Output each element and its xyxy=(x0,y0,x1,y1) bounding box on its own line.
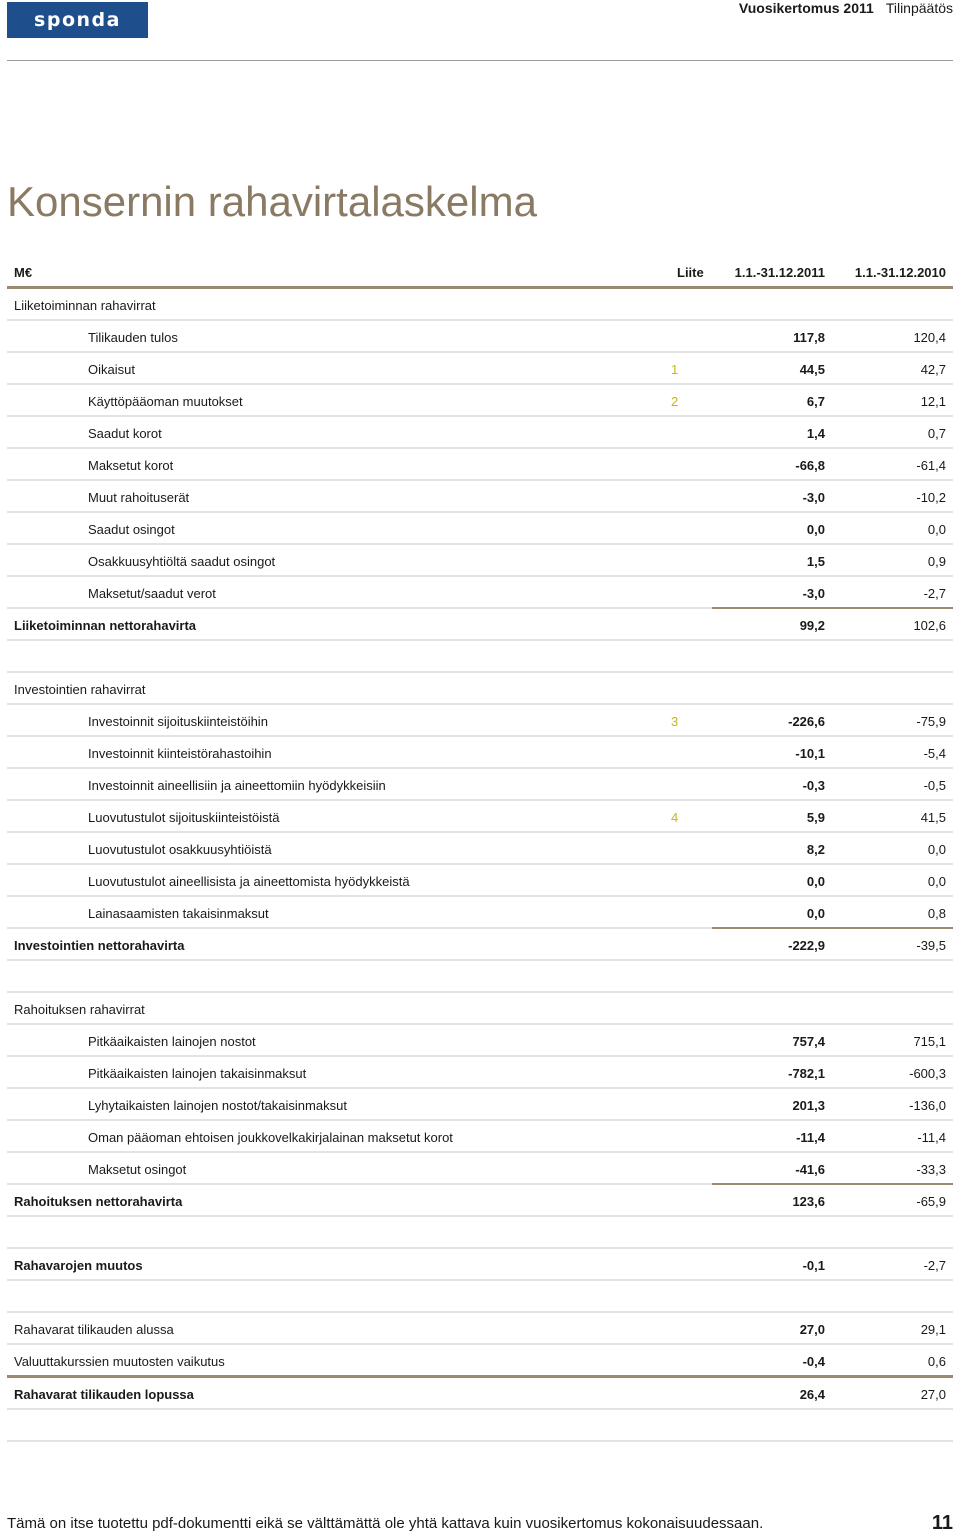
value-2011: -0,3 xyxy=(802,778,825,793)
table-row xyxy=(7,1121,953,1153)
value-2011: -10,1 xyxy=(795,746,825,761)
row-label: Pitkäaikaisten lainojen takaisinmaksut xyxy=(88,1066,307,1081)
table-row xyxy=(7,417,953,449)
table-row xyxy=(7,321,953,353)
value-2010: -11,4 xyxy=(917,1130,946,1145)
value-2011: -11,4 xyxy=(796,1130,825,1145)
value-2010: 120,4 xyxy=(913,330,946,345)
row-label: Investoinnit kiinteistörahastoihin xyxy=(88,746,272,761)
row-label: Käyttöpääoman muutokset xyxy=(88,394,243,409)
logo-text: sponda xyxy=(34,9,121,31)
row-label: Tilikauden tulos xyxy=(88,330,178,345)
table-row xyxy=(7,865,953,897)
value-2011: 123,6 xyxy=(792,1194,825,1209)
row-label: Investointien nettorahavirta xyxy=(14,938,185,953)
value-2011: -66,8 xyxy=(795,458,825,473)
row-label: Osakkuusyhtiöltä saadut osingot xyxy=(88,554,276,569)
col-2010-header: 1.1.-31.12.2010 xyxy=(854,265,946,280)
section-title: Tilinpäätös xyxy=(885,0,953,16)
row-label: Valuuttakurssien muutosten vaikutus xyxy=(14,1354,225,1369)
table-row xyxy=(7,897,953,929)
total-row xyxy=(7,1249,953,1281)
value-2010: -10,2 xyxy=(916,490,946,505)
row-label: Rahavarat tilikauden alussa xyxy=(14,1322,174,1337)
row-label: Maksetut/saadut verot xyxy=(88,586,216,601)
sponda-logo xyxy=(7,2,148,38)
value-2011: 757,4 xyxy=(792,1034,825,1049)
note-ref: 3 xyxy=(671,714,679,729)
value-2010: 12,1 xyxy=(920,394,946,409)
value-2011: 44,5 xyxy=(799,362,825,377)
table-row xyxy=(7,833,953,865)
row-label: Oman pääoman ehtoisen joukkovelkakirjalainan maksetut korot xyxy=(88,1130,453,1145)
value-2010: 0,9 xyxy=(927,554,946,569)
total-row xyxy=(7,1378,953,1410)
value-2011: 27,0 xyxy=(799,1322,825,1337)
section-label: Liiketoiminnan rahavirrat xyxy=(14,298,156,313)
value-2010: 29,1 xyxy=(920,1322,946,1337)
row-label: Investoinnit sijoituskiinteistöihin xyxy=(88,714,268,729)
value-2011: -226,6 xyxy=(788,714,825,729)
value-2011: 1,5 xyxy=(806,554,825,569)
table-row xyxy=(7,513,953,545)
section-label: Rahoituksen rahavirrat xyxy=(14,1002,145,1017)
table-row xyxy=(7,1089,953,1121)
spacer-row xyxy=(7,1410,953,1442)
footer-note: Tämä on itse tuotettu pdf-dokumentti eikä se välttämättä ole yhtä kattava kuin vuosikertomus kokonaisuudessaan. xyxy=(7,1515,764,1532)
value-2010: 102,6 xyxy=(913,618,946,633)
value-2010: 27,0 xyxy=(920,1387,946,1402)
value-2011: 5,9 xyxy=(806,810,825,825)
table-row xyxy=(7,1153,953,1185)
subtotal-row xyxy=(7,929,953,961)
value-2010: -61,4 xyxy=(916,458,946,473)
value-2010: 0,8 xyxy=(927,906,946,921)
spacer-row xyxy=(7,641,953,673)
col-2011-header: 1.1.-31.12.2011 xyxy=(734,265,825,280)
value-2011: 0,0 xyxy=(806,522,825,537)
value-2011: 26,4 xyxy=(799,1387,825,1402)
subtotal-row xyxy=(7,1185,953,1217)
row-label: Saadut osingot xyxy=(88,522,175,537)
table-row xyxy=(7,449,953,481)
value-2011: 1,4 xyxy=(806,426,825,441)
cash-flow-table xyxy=(7,257,953,1442)
section-label: Investointien rahavirrat xyxy=(14,682,146,697)
table-row xyxy=(7,1057,953,1089)
value-2010: -2,7 xyxy=(923,586,946,601)
row-label: Pitkäaikaisten lainojen nostot xyxy=(88,1034,256,1049)
row-label: Luovutustulot aineellisista ja aineettomista hyödykkeistä xyxy=(88,874,410,889)
table-row xyxy=(7,1345,953,1378)
value-2011: -0,1 xyxy=(802,1258,825,1273)
value-2010: -5,4 xyxy=(923,746,946,761)
value-2011: 0,0 xyxy=(806,906,825,921)
value-2010: 0,7 xyxy=(927,426,946,441)
value-2011: -3,0 xyxy=(802,490,825,505)
note-header: Liite xyxy=(677,265,704,280)
value-2010: -0,5 xyxy=(923,778,946,793)
note-ref: 2 xyxy=(671,394,679,409)
value-2010: 42,7 xyxy=(920,362,946,377)
value-2011: -3,0 xyxy=(802,586,825,601)
value-2010: 0,0 xyxy=(927,522,946,537)
value-2010: -2,7 xyxy=(923,1258,946,1273)
table-row xyxy=(7,769,953,801)
value-2010: -136,0 xyxy=(909,1098,946,1113)
row-label: Maksetut korot xyxy=(88,458,174,473)
row-label: Rahoituksen nettorahavirta xyxy=(14,1194,183,1209)
row-label: Rahavarat tilikauden lopussa xyxy=(14,1387,194,1402)
header-divider xyxy=(7,60,953,61)
value-2011: -0,4 xyxy=(802,1354,825,1369)
table-row xyxy=(7,801,953,833)
page-number: 11 xyxy=(931,1512,953,1534)
value-2011: -222,9 xyxy=(788,938,825,953)
page-title: Konsernin rahavirtalaskelma xyxy=(7,178,537,225)
row-label: Maksetut osingot xyxy=(88,1162,187,1177)
value-2010: -39,5 xyxy=(916,938,946,953)
value-2010: 715,1 xyxy=(913,1034,946,1049)
section-header-row xyxy=(7,289,953,321)
value-2010: 41,5 xyxy=(920,810,946,825)
value-2011: 0,0 xyxy=(806,874,825,889)
table-row xyxy=(7,1025,953,1057)
row-label: Lainasaamisten takaisinmaksut xyxy=(88,906,269,921)
spacer-row xyxy=(7,1281,953,1313)
value-2011: -41,6 xyxy=(795,1162,825,1177)
table-row xyxy=(7,481,953,513)
value-2011: 6,7 xyxy=(806,394,825,409)
value-2010: 0,6 xyxy=(927,1354,946,1369)
table-row xyxy=(7,737,953,769)
value-2010: 0,0 xyxy=(927,874,946,889)
value-2011: 201,3 xyxy=(792,1098,825,1113)
table-row xyxy=(7,705,953,737)
row-label: Saadut korot xyxy=(88,426,162,441)
table-row xyxy=(7,385,953,417)
value-2010: -65,9 xyxy=(916,1194,946,1209)
subtotal-row xyxy=(7,609,953,641)
row-label: Oikaisut xyxy=(88,362,135,377)
table-row xyxy=(7,1313,953,1345)
spacer-row xyxy=(7,1217,953,1249)
row-label: Lyhytaikaisten lainojen nostot/takaisinmaksut xyxy=(88,1098,347,1113)
report-title: Vuosikertomus 2011 xyxy=(738,0,874,16)
value-2010: 0,0 xyxy=(927,842,946,857)
row-label: Liiketoiminnan nettorahavirta xyxy=(14,618,197,633)
value-2011: 8,2 xyxy=(806,842,825,857)
section-header-row xyxy=(7,673,953,705)
row-label: Muut rahoituserät xyxy=(88,490,190,505)
row-label: Investoinnit aineellisiin ja aineettomiin hyödykkeisiin xyxy=(88,778,386,793)
section-header-row xyxy=(7,993,953,1025)
value-2011: 117,8 xyxy=(793,330,825,345)
document-header xyxy=(739,0,953,17)
unit-header: M€ xyxy=(14,265,33,280)
table-row xyxy=(7,545,953,577)
spacer-row xyxy=(7,961,953,993)
value-2010: -75,9 xyxy=(916,714,946,729)
value-2011: -782,1 xyxy=(788,1066,825,1081)
row-label: Luovutustulot sijoituskiinteistöistä xyxy=(88,810,280,825)
value-2011: 99,2 xyxy=(799,618,825,633)
table-header-row xyxy=(7,257,953,289)
value-2010: -33,3 xyxy=(916,1162,946,1177)
row-label: Rahavarojen muutos xyxy=(14,1258,143,1273)
value-2010: -600,3 xyxy=(909,1066,946,1081)
row-label: Luovutustulot osakkuusyhtiöistä xyxy=(88,842,272,857)
note-ref: 1 xyxy=(671,362,679,377)
table-row xyxy=(7,577,953,609)
table-row xyxy=(7,353,953,385)
note-ref: 4 xyxy=(671,810,679,825)
